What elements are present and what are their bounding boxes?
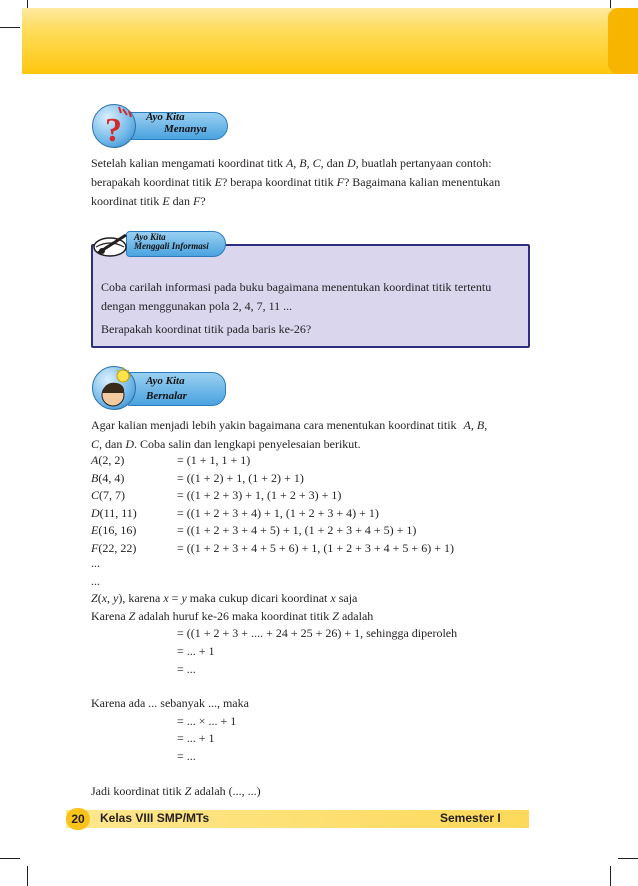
point-label — [91, 452, 124, 470]
point-expression: = ((1 + 2 + 3 + 4 + 5) + 1, (1 + 2 + 3 + 4 + 5) + 1) — [177, 523, 417, 538]
text: D — [346, 156, 356, 170]
text: koordinat titik — [91, 194, 163, 208]
crop-mark — [0, 27, 20, 28]
question-mark-icon — [92, 104, 136, 148]
text: A, B, C, — [285, 156, 324, 170]
header-banner — [22, 8, 638, 74]
info-line2: dengan menggunakan pola 2, 4, 7, 11 ... — [101, 299, 293, 313]
badge-line1: Ayo Kita — [146, 375, 185, 387]
text: ( — [97, 591, 102, 606]
badge-line2: Bernalar — [146, 390, 187, 402]
point-coordinates: (2, 2) — [98, 453, 125, 467]
equation-line: = ... + 1 — [177, 643, 215, 658]
text: ), karena — [118, 591, 164, 606]
text: Z — [184, 783, 192, 798]
equation-line: = ... + 1 — [177, 731, 215, 746]
point-expression: = ((1 + 2 + 3 + 4) + 1, (1 + 2 + 3 + 4) + 1) — [177, 505, 379, 520]
text: dan — [102, 437, 126, 451]
text: y — [181, 591, 187, 606]
text: Z — [332, 608, 339, 623]
badge-ayo-kita-menanya — [92, 104, 232, 154]
text: ? — [200, 194, 206, 208]
badge-label — [134, 233, 209, 252]
badge-ayo-kita-menggali-informasi — [92, 225, 232, 265]
text: dan — [323, 156, 347, 170]
point-label — [91, 522, 136, 540]
equation-line: = ... × ... + 1 — [177, 713, 237, 728]
text: E — [214, 175, 222, 189]
text: Setelah kalian mengamati koordinat titk — [91, 156, 286, 170]
book-pen-icon — [92, 227, 132, 263]
text: A, B, — [463, 418, 488, 432]
text: maka cukup dicari koordinat — [186, 591, 331, 606]
point-coordinates: (16, 16) — [98, 523, 137, 538]
badge-line1: Ayo Kita — [134, 232, 166, 242]
text: Jadi koordinat titik — [91, 783, 185, 798]
text: adalah (..., ...) — [191, 783, 261, 798]
point-expression: = (1 + 1, 1 + 1) — [177, 453, 251, 467]
text: x — [330, 591, 336, 606]
reason-intro-line1 — [91, 416, 531, 435]
point-expression: = ((1 + 2 + 3) + 1, (1 + 2 + 3) + 1) — [177, 488, 342, 503]
text: Z — [91, 591, 98, 606]
text: adalah — [338, 608, 374, 623]
badge-line2: Menanya — [164, 122, 207, 135]
text: = — [168, 591, 182, 606]
info-paragraph — [101, 278, 525, 339]
point-letter: F — [91, 541, 99, 555]
point-letter: A — [91, 453, 99, 467]
point-letter: D — [91, 505, 100, 520]
crop-mark — [27, 866, 28, 886]
point-letter: E — [91, 523, 99, 538]
text: Agar kalian menjadi lebih yakin bagaimana cara menentukan koordinat titik — [91, 418, 457, 432]
point-coordinates: (22, 22) — [98, 541, 137, 555]
reason-intro — [91, 416, 531, 454]
point-coordinates: (7, 7) — [99, 488, 126, 503]
crop-mark — [0, 858, 20, 859]
conclusion-line — [91, 783, 531, 801]
point-letter: B — [91, 470, 99, 485]
text: C, — [91, 437, 103, 451]
text: x — [101, 591, 108, 606]
info-line3: Berapakah koordinat titik pada baris ke-26? — [101, 322, 312, 336]
ask-line3 — [91, 192, 531, 211]
point-letter: C — [91, 488, 100, 503]
point-label — [91, 487, 125, 505]
point-expression: = ((1 + 2) + 1, (1 + 2) + 1) — [177, 470, 304, 485]
point-coordinates: (4, 4) — [98, 470, 125, 485]
text: y — [113, 591, 119, 606]
text: ? berapa koordinat titik — [221, 175, 337, 189]
badge-label — [146, 374, 187, 404]
badge-line1: Ayo Kita — [146, 111, 185, 123]
badge-label — [146, 112, 207, 135]
coordinate-rows — [91, 452, 531, 562]
info-line1: Coba carilah informasi pada buku bagaimana menentukan koordinat titik tertentu — [101, 280, 492, 294]
thinking-person-icon — [93, 367, 137, 411]
equation-line: = ... — [177, 748, 196, 763]
text: adalah huruf ke-26 maka koordinat titik — [135, 608, 333, 623]
crop-mark — [618, 858, 638, 859]
question-mark-icon — [93, 105, 137, 149]
text: ? Bagaimana kalian menentukan — [343, 175, 501, 189]
footer-book-title: Kelas VIII SMP/MTs — [100, 811, 210, 825]
badge-ayo-kita-bernalar — [92, 364, 232, 414]
text: , buatlah pertanyaan contoh: — [355, 156, 492, 170]
text: berapakah koordinat titik — [91, 175, 215, 189]
text: Karena — [91, 608, 129, 623]
dots-line: ... — [91, 573, 100, 588]
point-label — [91, 505, 137, 523]
text: . Coba salin dan lengkapi penyelesaian berikut. — [134, 437, 361, 451]
book-pen-icon — [92, 227, 132, 263]
text: dan — [169, 194, 193, 208]
ask-line1 — [91, 154, 531, 173]
dots-line: ... — [91, 556, 100, 570]
reason-continuation — [91, 555, 531, 800]
equation-line: = ... — [177, 661, 196, 676]
crop-mark — [610, 866, 611, 886]
svg-text:?: ? — [105, 112, 122, 149]
badge-line2: Menggali Informasi — [134, 241, 209, 252]
point-label — [91, 470, 124, 488]
point-expression: = ((1 + 2 + 3 + 4 + 5 + 6) + 1, (1 + 2 + 3 + 4 + 5 + 6) + 1) — [177, 541, 454, 555]
page-number: 20 — [66, 808, 90, 830]
text: saja — [335, 591, 358, 606]
ask-line2 — [91, 173, 531, 192]
text: F — [193, 194, 201, 208]
text: x — [163, 591, 169, 606]
text: E — [162, 194, 170, 208]
karena-z-line — [91, 608, 531, 626]
point-coordinates: (11, 11) — [99, 505, 137, 520]
text: , — [107, 591, 114, 606]
text: Z — [128, 608, 136, 623]
header-banner-tab — [608, 8, 638, 74]
z-line — [91, 590, 531, 608]
text: F — [336, 175, 344, 189]
ask-paragraph — [91, 154, 531, 211]
text: D — [125, 437, 135, 451]
thinking-person-icon — [92, 366, 136, 410]
footer-semester: Semester I — [440, 811, 501, 825]
karena-ada-line: Karena ada ... sebanyak ..., maka — [91, 696, 249, 711]
equation-line: = ((1 + 2 + 3 + .... + 24 + 25 + 26) + 1, sehingga diperoleh — [177, 626, 458, 641]
